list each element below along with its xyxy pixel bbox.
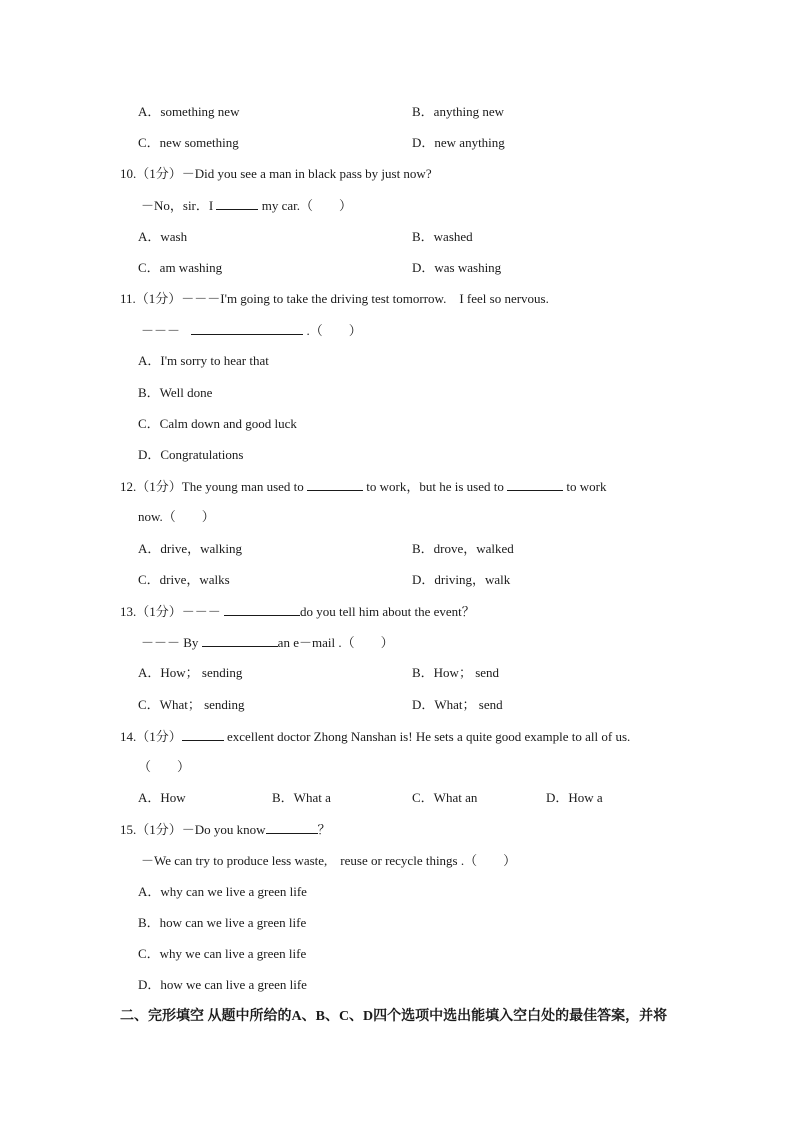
q11-blank (191, 322, 303, 335)
q14-stem-b: excellent doctor Zhong Nanshan is! He sets a quite good example to all of us. (227, 729, 631, 744)
q13-stem-b: do you tell him about the event？ (300, 604, 475, 619)
q13-stem-a: 13.（1分）－－－ (120, 604, 221, 619)
q13-stem (120, 603, 475, 620)
q15-stem (120, 821, 331, 838)
q12-stem (120, 478, 606, 495)
q12-option-b: B．drove，walked (412, 541, 514, 556)
q14-stem (120, 728, 630, 745)
q14-blank (182, 728, 224, 741)
q10-option-a: A．wash (138, 229, 188, 244)
q13-option-b: B．How； send (412, 665, 500, 680)
q14-option-c: C．What an (412, 790, 478, 805)
q13-blank-2 (202, 634, 278, 647)
q9-option-b: B．anything new (412, 104, 505, 119)
q13-blank-1 (224, 603, 300, 616)
q12-option-a: A．drive，walking (138, 541, 242, 556)
q10-option-d: D．was washing (412, 260, 502, 275)
q9-option-d: D．new anything (412, 135, 505, 150)
q11-line2-pre: －－－ (141, 323, 181, 338)
q11-option-d: D．Congratulations (138, 447, 244, 462)
q10-option-c: C．am washing (138, 260, 223, 275)
q14-option-b: B．What a (272, 790, 331, 805)
q14-option-a: A．How (138, 790, 186, 805)
q15-blank (266, 821, 318, 834)
q15-option-d: D．how we can live a green life (138, 977, 307, 992)
q15-stem-b: ？ (317, 822, 331, 837)
q11-stem: 11.（1分）－－－I'm going to take the driving test tomorrow. I feel so nervous. (120, 291, 549, 306)
q12-option-c: C．drive，walks (138, 572, 230, 587)
q9-option-a: A．something new (138, 104, 240, 119)
q15-stem-a: 15.（1分）－Do you know (120, 822, 266, 837)
q10-line2-pre: －No，sir．I (141, 198, 214, 213)
q13-option-d: D．What； send (412, 697, 503, 712)
q10-option-b: B．washed (412, 229, 473, 244)
section2-heading: 二、完形填空 从题中所给的A、B、C、D四个选项中选出能填入空白处的最佳答案，并将 (120, 1009, 668, 1024)
q14-option-d: D．How a (546, 790, 603, 805)
q13-line2-a: －－－ By (141, 635, 199, 650)
q15-option-b: B．how can we live a green life (138, 915, 307, 930)
q12-stem-c: to work (566, 479, 607, 494)
q12-line2: now.（ ） (138, 509, 215, 524)
q11-option-b: B．Well done (138, 385, 213, 400)
q10-line2 (141, 197, 352, 214)
q15-option-a: A．why can we live a green life (138, 884, 307, 899)
q11-option-a: A．I'm sorry to hear that (138, 353, 269, 368)
q10-blank (216, 197, 258, 210)
q13-option-c: C．What； sending (138, 697, 245, 712)
q11-option-c: C．Calm down and good luck (138, 416, 297, 431)
q14-stem-a: 14.（1分） (120, 729, 182, 744)
q12-blank-2 (507, 478, 563, 491)
q10-stem: 10.（1分）－Did you see a man in black pass by just now? (120, 166, 432, 181)
q15-line2: －We can try to produce less waste, reuse or recycle things .（ ） (141, 853, 517, 868)
q11-line2-post: .（ ） (306, 323, 362, 338)
q13-line2-b: an e－mail .（ ） (277, 635, 394, 650)
q10-line2-post: my car.（ ） (261, 198, 352, 213)
q13-line2 (141, 634, 394, 651)
q12-stem-b: to work，but he is used to (366, 479, 504, 494)
q15-option-c: C．why we can live a green life (138, 946, 307, 961)
q12-stem-a: 12.（1分）The young man used to (120, 479, 304, 494)
q14-line2: （ ） (138, 759, 191, 774)
q9-option-c: C．new something (138, 135, 239, 150)
q12-blank-1 (307, 478, 363, 491)
q11-line2 (141, 322, 362, 339)
q13-option-a: A．How； sending (138, 665, 243, 680)
q12-option-d: D．driving，walk (412, 572, 511, 587)
